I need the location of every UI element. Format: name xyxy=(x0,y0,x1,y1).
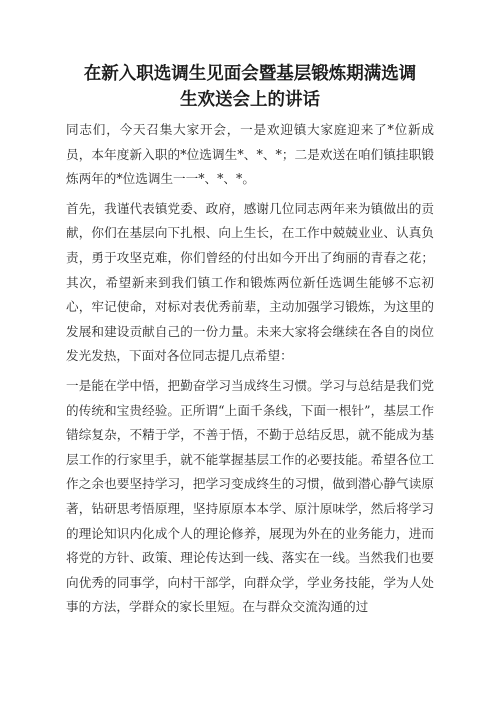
title-line-1: 在新入职选调生见面会暨基层锻炼期满选调 xyxy=(83,63,417,83)
title-line-2: 生欢送会上的讲话 xyxy=(180,89,320,109)
paragraph-thanks-and-hopes: 首先，我谨代表镇党委、政府，感谢几位同志两年来为镇做出的贡献，你们在基层向下扎根、向上生长，在工作中兢兢业业、认真负责，勇于攻坚克难，你们曾经的付出如今开出了绚丽的青春之花；其次，希望新来到我们镇工作和锻炼两位新任选调生能够不忘初心，牢记使命，对标对表优秀前辈，主动加强学习锻炼，为这里的发展和建设贡献自己的一份力量。未来大家将会继续在各自的岗位发光发热，下面对各位同志提几点希望： xyxy=(66,200,434,364)
speech-title xyxy=(66,60,434,112)
paragraph-point-one-study: 一是能在学中悟，把勤奋学习当成终生习惯。学习与总结是我们党的传统和宝贵经验。正所谓“上面千条线，下面一根针”，基层工作错综复杂，不精于学，不善于悟，不勤于总结反思，就不能成为基层工作的行家里手，就不能掌握基层工作的必要技能。希望各位工作之余也要坚持学习，把学习变成终生的习惯，做到潜心静气读原著，钻研思考悟原理，坚持原原本本学、原汁原味学，然后将学习的理论知识内化成个人的理论修养，展现为外在的业务能力，进而将党的方针、政策、理论传达到一线、落实在一线。当然我们也要向优秀的同事学，向村干部学，向群众学，学业务技能，学为人处事的方法，学群众的家长里短。在与群众交流沟通的过 xyxy=(66,377,434,615)
paragraph-opening: 同志们，今天召集大家开会，一是欢迎镇大家庭迎来了*位新成员，本年度新入职的*位选调生*、*、*；二是欢送在咱们镇挂职锻炼两年的*位选调生一一*、*、*。 xyxy=(66,122,434,187)
